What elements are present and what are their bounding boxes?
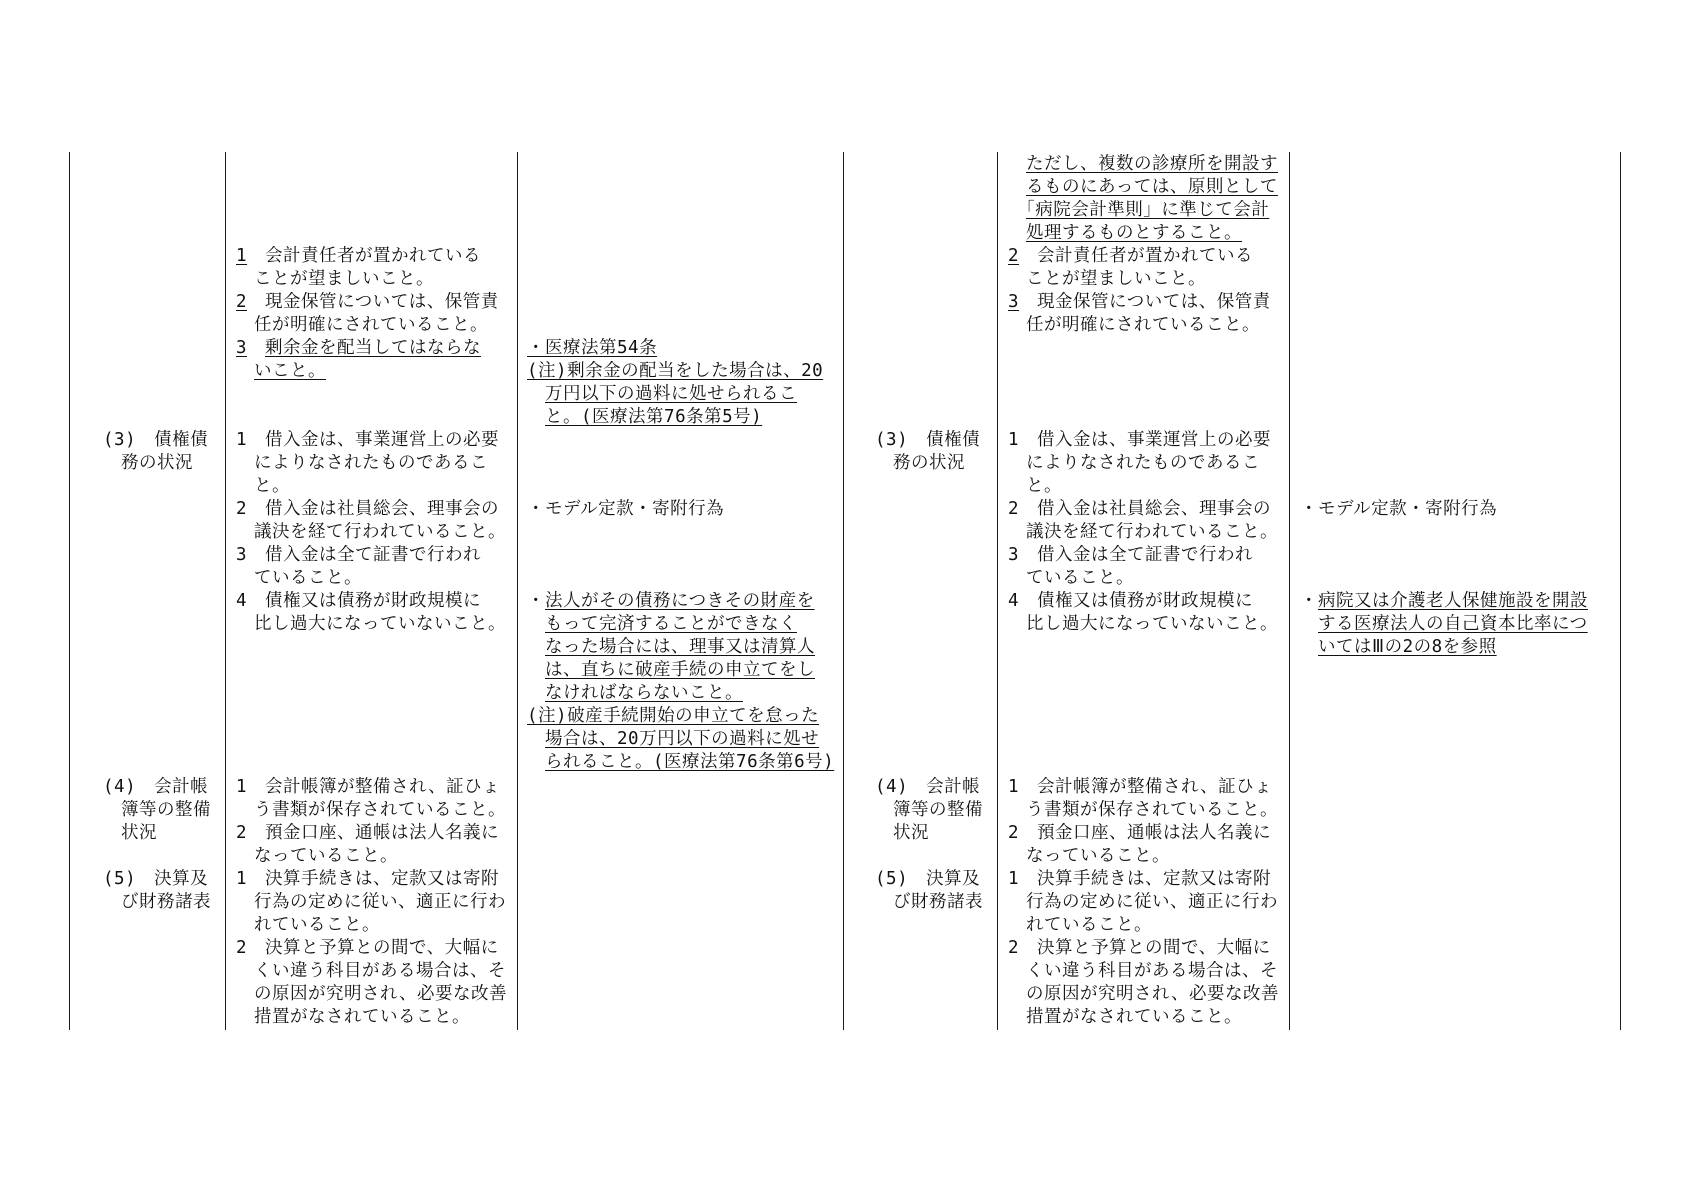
left-table-border-left (69, 152, 70, 1030)
underlined-text: るものにあっては、原則として (1026, 177, 1278, 197)
text (1008, 200, 1026, 220)
text (527, 683, 545, 703)
left-item-4-label-line: 簿等の整備 (103, 800, 211, 820)
left-accounting-requirements-line (236, 291, 499, 314)
right-item-5-label (875, 868, 983, 914)
underlined-text: いこと。 (254, 361, 326, 381)
text: ・ (527, 591, 545, 611)
text: 現金保管については、保管責 (247, 292, 499, 312)
text (527, 637, 545, 657)
left-borrowing-requirements-line: 4 債権又は債務が財政規模に (236, 591, 482, 611)
text (1008, 154, 1026, 174)
right-books-and-settlement-requirements-line: 2 決算と予算との間で、大幅に (1008, 938, 1271, 958)
left-accounting-requirements-line (236, 337, 499, 360)
right-item-4-label (875, 776, 983, 845)
left-borrowing-requirements-line: によりなされたものであるこ (236, 453, 488, 473)
left-law-reference-bankruptcy-line (527, 613, 834, 636)
left-books-and-settlement-requirements-line: 2 預金口座、通帳は法人名義に (236, 823, 500, 843)
left-item-3-label-line: (3) 債権債 (103, 430, 209, 450)
right-accounting-requirements-line (1008, 314, 1278, 337)
underlined-text: する医療法人の自己資本比率につ (1318, 614, 1588, 634)
left-books-and-settlement-requirements-line: 1 会計帳簿が整備され、証ひょ (236, 777, 501, 797)
text (527, 752, 545, 772)
left-item-4-label-line: (4) 会計帳 (103, 777, 209, 797)
right-item-4-label-line: (4) 会計帳 (875, 777, 981, 797)
right-borrowing-requirements-line: ていること。 (1008, 568, 1134, 588)
right-item-5-label-line: (5) 決算及 (875, 869, 981, 889)
text (1300, 614, 1318, 634)
underlined-text: られること。(医療法第76条第6号) (545, 752, 835, 772)
underlined-text: (注)破産手続開始の申立てを怠った (527, 706, 820, 726)
left-borrowing-requirements-line: 3 借入金は全て証書で行われ (236, 545, 482, 565)
underlined-text: は、直ちに破産手続の申立てをし (545, 660, 815, 680)
left-law-reference-bankruptcy-line (527, 636, 834, 659)
right-law-reference-equity-ratio (1300, 590, 1588, 659)
right-item-3-label (875, 429, 980, 475)
underlined-text: (注)剰余金の配当をした場合は、20 (527, 361, 824, 381)
right-borrowing-requirements-line: 2 借入金は社員総会、理事会の (1008, 499, 1272, 519)
left-law-reference-model-articles: ・モデル定款・寄附行為 (527, 499, 725, 519)
left-accounting-requirements-line (236, 268, 499, 291)
right-accounting-requirements-line (1008, 222, 1278, 245)
underlined-text: 「病院会計準則」に準じて会計 (1026, 200, 1270, 220)
left-item-4-label (103, 776, 211, 845)
underlined-text: 剰余金を配当してはならな (265, 338, 482, 358)
underlined-text: 3 (1008, 292, 1020, 312)
text: ことが望ましいこと。 (236, 269, 434, 289)
right-books-and-settlement-requirements-line: くい違う科目がある場合は、そ (1008, 961, 1278, 981)
left-law-reference-bankruptcy-line (527, 728, 834, 751)
left-books-and-settlement-requirements-line: う書類が保存されていること。 (236, 800, 506, 820)
underlined-text: いてはⅢの2の8を参照 (1318, 637, 1497, 657)
right-borrowing-requirements-line: 1 借入金は、事業運営上の必要 (1008, 430, 1272, 450)
underlined-text: 場合は、20万円以下の過料に処せ (545, 729, 820, 749)
right-books-and-settlement-requirements-line: なっていること。 (1008, 846, 1170, 866)
right-borrowing-requirements (1008, 429, 1278, 636)
right-item-4-label-line: 状況 (875, 823, 929, 843)
right-books-and-settlement-requirements-line: れていること。 (1008, 915, 1152, 935)
left-borrowing-requirements-line: ていること。 (236, 568, 362, 588)
underlined-text: なければならないこと。 (545, 683, 743, 703)
left-item-3-label (103, 429, 208, 475)
left-books-and-settlement-requirements-line: 措置がなされていること。 (236, 1007, 470, 1027)
text (247, 338, 265, 358)
text: ことが望ましいこと。 (1008, 269, 1206, 289)
underlined-text: 2 (1008, 246, 1020, 266)
left-borrowing-requirements (236, 429, 506, 636)
right-law-reference-equity-ratio-line (1300, 590, 1588, 613)
underlined-text: ・医療法第54条 (527, 338, 658, 358)
text (1008, 177, 1026, 197)
right-law-reference-equity-ratio-line (1300, 613, 1588, 636)
right-item-5-label-line: び財務諸表 (875, 892, 983, 912)
text (527, 729, 545, 749)
left-table-divider-1 (225, 152, 226, 1030)
right-books-and-settlement-requirements-line: 1 会計帳簿が整備され、証ひょ (1008, 777, 1273, 797)
left-borrowing-requirements-line: 2 借入金は社員総会、理事会の (236, 499, 500, 519)
left-table-border-right (843, 152, 844, 1030)
text: 現金保管については、保管責 (1019, 292, 1271, 312)
right-books-and-settlement-requirements-line: 行為の定めに従い、適正に行わ (1008, 892, 1278, 912)
right-table-divider-1 (997, 152, 998, 1030)
right-item-3-label-line: 務の状況 (875, 453, 965, 473)
underlined-text: 処理するものとすること。 (1026, 223, 1242, 243)
right-law-reference-model-articles: ・モデル定款・寄附行為 (1300, 499, 1498, 519)
left-books-and-settlement-requirements-line: れていること。 (236, 915, 380, 935)
left-accounting-requirements-line (236, 360, 499, 383)
left-law-reference-bankruptcy-line (527, 751, 834, 774)
left-item-3-label-line: 務の状況 (103, 453, 193, 473)
underlined-text: 3 (236, 338, 248, 358)
text (527, 407, 545, 427)
right-accounting-requirements-line (1008, 268, 1278, 291)
right-books-and-settlement-requirements-line: の原因が究明され、必要な改善 (1008, 984, 1280, 1004)
left-law-reference-dividends-line (527, 337, 823, 360)
left-item-4-label-line: 状況 (103, 823, 157, 843)
left-borrowing-requirements-line: 比し過大になっていないこと。 (236, 614, 506, 634)
left-accounting-requirements-line (236, 314, 499, 337)
left-law-reference-dividends-line (527, 360, 823, 383)
left-law-reference-dividends (527, 337, 823, 429)
left-law-reference-dividends-line (527, 383, 823, 406)
underlined-text: ただし、複数の診療所を開設す (1026, 154, 1278, 174)
right-books-and-settlement-requirements-line: う書類が保存されていること。 (1008, 800, 1278, 820)
left-borrowing-requirements-line: 1 借入金は、事業運営上の必要 (236, 430, 500, 450)
left-accounting-requirements (236, 245, 499, 383)
left-accounting-requirements-line (236, 245, 499, 268)
underlined-text: 万円以下の過料に処せられるこ (545, 384, 797, 404)
text (527, 384, 545, 404)
left-books-and-settlement-requirements-line: なっていること。 (236, 846, 398, 866)
right-accounting-requirements-line (1008, 291, 1278, 314)
right-borrowing-requirements-line: 3 借入金は全て証書で行われ (1008, 545, 1254, 565)
left-law-reference-bankruptcy-line (527, 682, 834, 705)
right-books-and-settlement-requirements (1008, 776, 1279, 1029)
left-books-and-settlement-requirements-line: 1 決算手続きは、定款又は寄附 (236, 869, 500, 889)
right-borrowing-requirements-line: によりなされたものであるこ (1008, 453, 1260, 473)
right-borrowing-requirements-line: 4 債権又は債務が財政規模に (1008, 591, 1254, 611)
right-table-border-right (1620, 152, 1621, 1030)
left-law-reference-dividends-line (527, 406, 823, 429)
right-item-4-label-line: 簿等の整備 (875, 800, 983, 820)
right-accounting-requirements-line (1008, 245, 1278, 268)
right-item-3-label-line: (3) 債権債 (875, 430, 981, 450)
left-books-and-settlement-requirements-line: の原因が究明され、必要な改善 (236, 984, 508, 1004)
right-borrowing-requirements-line: 議決を経て行われていること。 (1008, 522, 1278, 542)
text: 任が明確にされていること。 (236, 315, 488, 335)
text (527, 660, 545, 680)
text (1300, 637, 1318, 657)
text: ・ (1300, 591, 1318, 611)
right-books-and-settlement-requirements-line: 措置がなされていること。 (1008, 1007, 1242, 1027)
left-books-and-settlement-requirements-line: 2 決算と予算との間で、大幅に (236, 938, 499, 958)
right-law-reference-equity-ratio-line (1300, 636, 1588, 659)
left-table-divider-2 (517, 152, 518, 1030)
left-books-and-settlement-requirements (236, 776, 507, 1029)
left-law-reference-bankruptcy-line (527, 590, 834, 613)
text: 会計責任者が置かれている (1019, 246, 1254, 266)
underlined-text: 法人がその債務につきその財産を (545, 591, 815, 611)
underlined-text: 病院又は介護老人保健施設を開設 (1318, 591, 1588, 611)
right-borrowing-requirements-line: と。 (1008, 476, 1062, 496)
underlined-text: なった場合には、理事又は清算人 (545, 637, 815, 657)
underlined-text: と。(医療法第76条第5号) (545, 407, 763, 427)
left-books-and-settlement-requirements-line: 行為の定めに従い、適正に行わ (236, 892, 506, 912)
left-books-and-settlement-requirements-line: くい違う科目がある場合は、そ (236, 961, 506, 981)
right-borrowing-requirements-line: 比し過大になっていないこと。 (1008, 614, 1278, 634)
right-accounting-requirements-line (1008, 153, 1278, 176)
left-law-reference-bankruptcy-line (527, 705, 834, 728)
underlined-text: もって完済することができなく (545, 614, 797, 634)
left-item-5-label-line: (5) 決算及 (103, 869, 209, 889)
text (527, 614, 545, 634)
right-books-and-settlement-requirements-line: 2 預金口座、通帳は法人名義に (1008, 823, 1272, 843)
text: 会計責任者が置かれている (247, 246, 482, 266)
underlined-text: 2 (236, 292, 248, 312)
left-law-reference-bankruptcy (527, 590, 834, 774)
right-accounting-requirements-line (1008, 199, 1278, 222)
left-law-reference-bankruptcy-line (527, 659, 834, 682)
underlined-text: 1 (236, 246, 248, 266)
text: 任が明確にされていること。 (1008, 315, 1260, 335)
text (1008, 223, 1026, 243)
left-borrowing-requirements-line: 議決を経て行われていること。 (236, 522, 506, 542)
right-table-divider-2 (1289, 152, 1290, 1030)
text (236, 361, 254, 381)
right-accounting-requirements-line (1008, 176, 1278, 199)
left-item-5-label (103, 868, 211, 914)
right-books-and-settlement-requirements-line: 1 決算手続きは、定款又は寄附 (1008, 869, 1272, 889)
left-item-5-label-line: び財務諸表 (103, 892, 211, 912)
left-borrowing-requirements-line: と。 (236, 476, 290, 496)
right-accounting-requirements (1008, 153, 1278, 337)
